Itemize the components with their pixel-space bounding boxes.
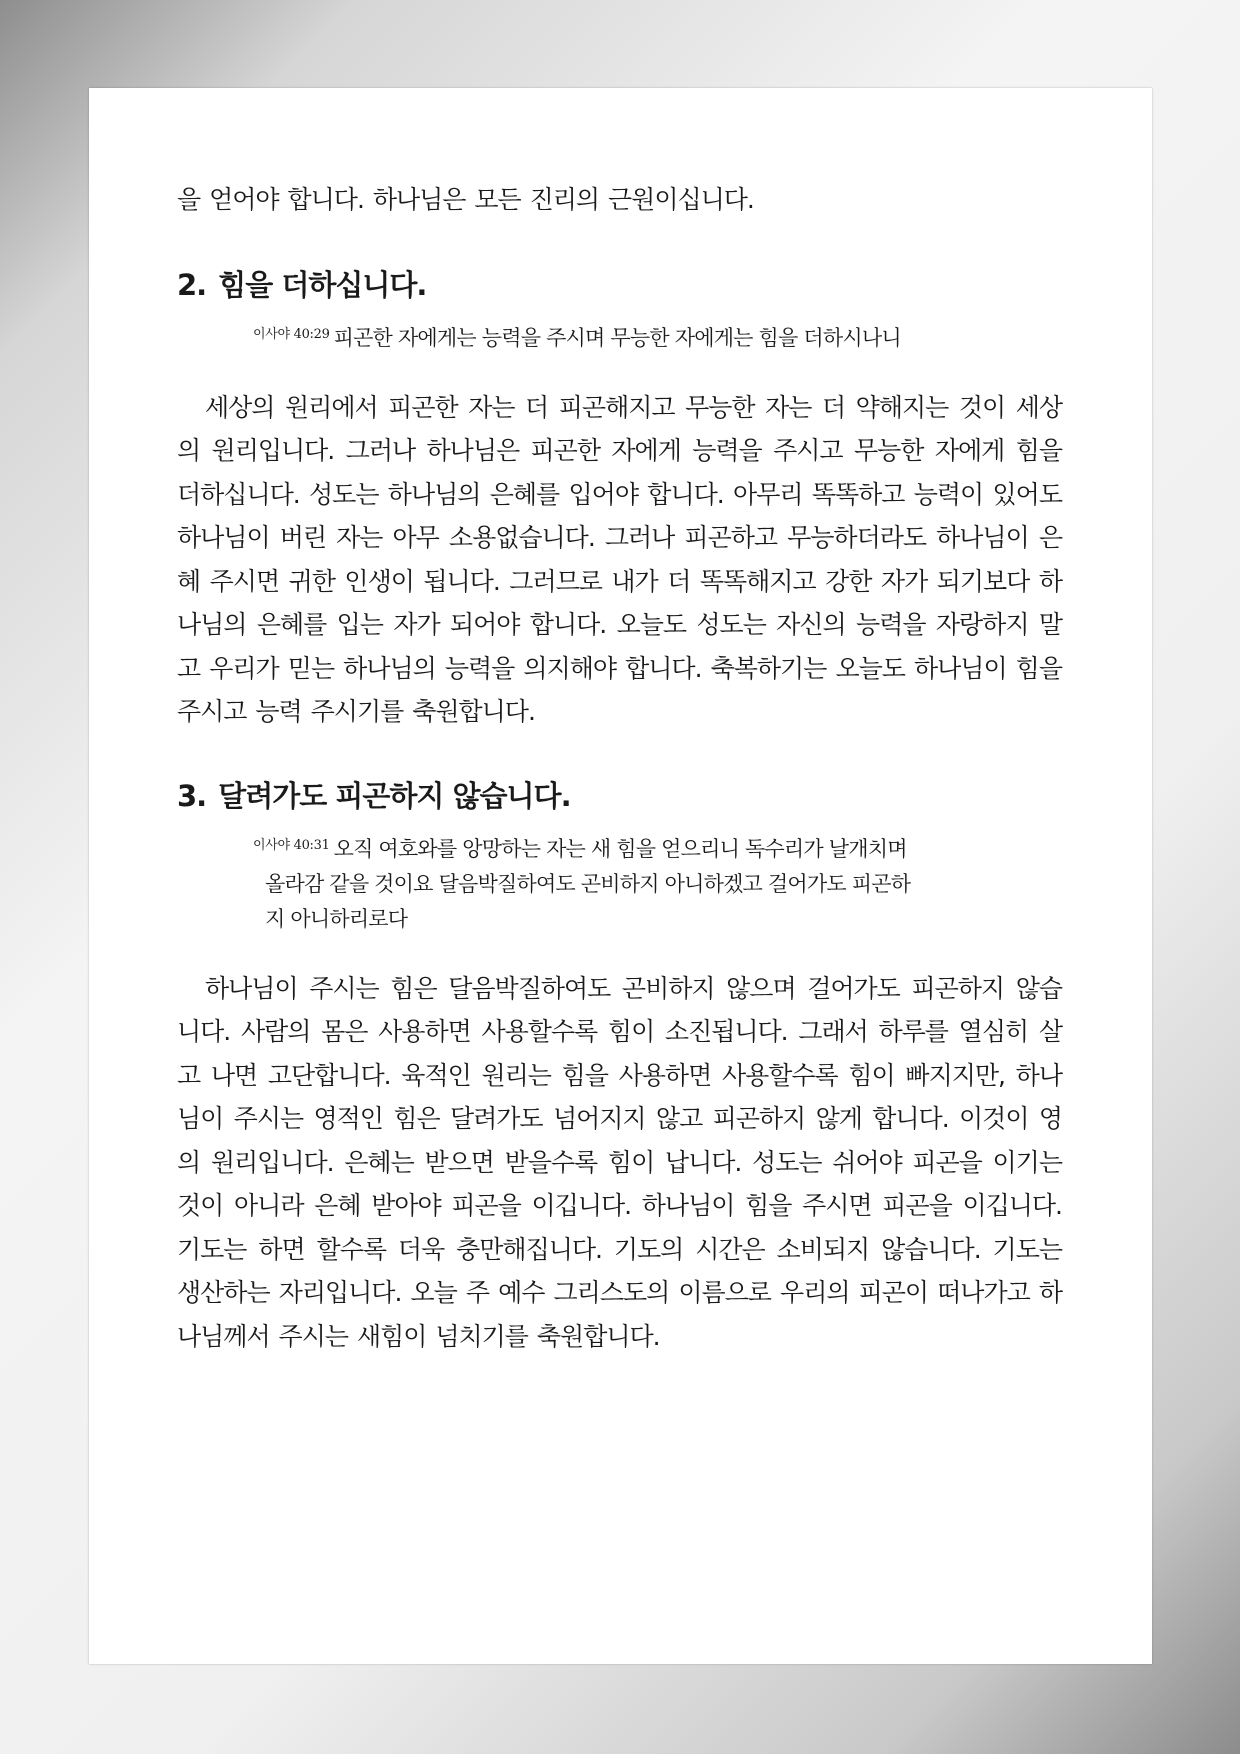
verse-text: 오직 여호와를 앙망하는 자는 새 힘을 얻으리니 독수리가 날개치며 — [333, 836, 907, 861]
verse-line: 올라감 같을 것이요 달음박질하여도 곤비하지 아니하겠고 걸어가도 피곤하 — [265, 871, 911, 896]
section-number: 2. — [177, 267, 207, 302]
document-page — [89, 88, 1152, 1664]
verse-reference: 이사야 40:29 — [253, 326, 330, 342]
section-body: 하나님이 주시는 힘은 달음박질하여도 곤비하지 않으며 걸어가도 피곤하지 않습니다. 사람의 몸은 사용하면 사용할수록 힘이 소진됩니다. 그래서 하루를 열심히 살고 나면 고단합니다. 육적인 원리는 힘을 사용하면 사용할수록 힘이 빠지지만, 하나님이 주시는 영적인 힘은 달려가도 넘어지지 않고 피곤하지 않게 합니다. 이것이 영의 원리입니다. 은혜는 받으면 받을수록 힘이 납니다. 성도는 쉬어야 피곤을 이기는 것이 아니라 은혜 받아야 피곤을 이깁니다. 하나님이 힘을 주시면 피곤을 이깁니다. 기도는 하면 할수록 더욱 충만해집니다. 기도의 시간은 소비되지 않습니다. 기도는 생산하는 자리입니다. 오늘 주 예수 그리스도의 이름으로 우리의 피곤이 떠나가고 하나님께서 주시는 새힘이 넘치기를 축원합니다. — [177, 973, 1062, 1351]
verse-line — [253, 317, 1062, 356]
verse-line: 지 아니하리로다 — [265, 906, 408, 931]
verse-reference: 이사야 40:31 — [253, 837, 330, 853]
scripture-quote — [253, 828, 1062, 937]
section-number: 3. — [177, 778, 207, 813]
scripture-quote — [253, 317, 1062, 356]
section-heading — [177, 265, 1062, 305]
section-heading — [177, 776, 1062, 816]
section-title: 달려가도 피곤하지 않습니다. — [218, 778, 571, 813]
verse-line — [253, 828, 1062, 867]
intro-paragraph: 을 얻어야 합니다. 하나님은 모든 진리의 근원이십니다. — [177, 185, 754, 214]
verse-text: 피곤한 자에게는 능력을 주시며 무능한 자에게는 힘을 더하시나니 — [333, 325, 901, 350]
page-content — [177, 168, 1062, 1358]
section-body: 세상의 원리에서 피곤한 자는 더 피곤해지고 무능한 자는 더 약해지는 것이 세상의 원리입니다. 그러나 하나님은 피곤한 자에게 능력을 주시고 무능한 자에게 힘을 더하십니다. 성도는 하나님의 은혜를 입어야 합니다. 아무리 똑똑하고 능력이 있어도 하나님이 버린 자는 아무 소용없습니다. 그러나 피곤하고 무능하더라도 하나님이 은혜 주시면 귀한 인생이 됩니다. 그러므로 내가 더 똑똑해지고 강한 자가 되기보다 하나님의 은혜를 입는 자가 되어야 합니다. 오늘도 성도는 자신의 능력을 자랑하지 말고 우리가 믿는 하나님의 능력을 의지해야 합니다. 축복하기는 오늘도 하나님이 힘을 주시고 능력 주시기를 축원합니다. — [177, 392, 1062, 726]
section-title: 힘을 더하십니다. — [218, 267, 427, 302]
